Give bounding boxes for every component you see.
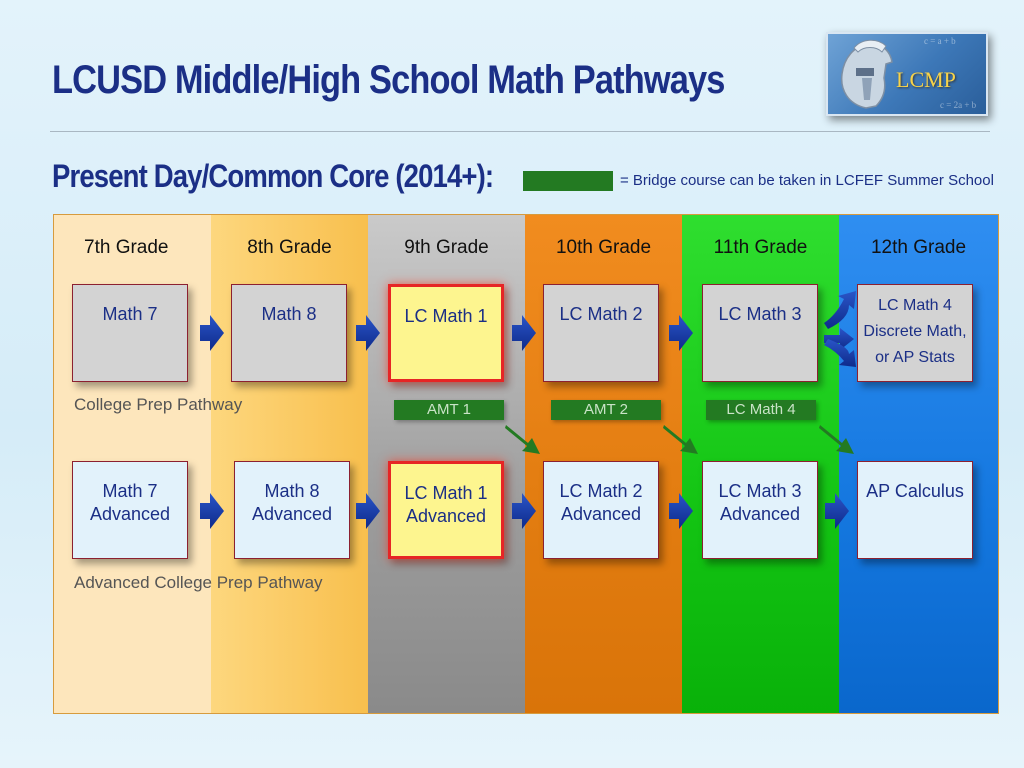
advanced-pathway-label: Advanced College Prep Pathway	[74, 573, 323, 592]
bridge-legend-text: = Bridge course can be taken in LCFEF Summer School	[620, 172, 994, 189]
grade-header: 12th Grade	[870, 237, 967, 258]
logo-text: LCMP	[896, 67, 956, 92]
course-math-8: Math 8	[231, 284, 347, 382]
bridge-arrow-icon	[663, 425, 698, 454]
grade-header: 10th Grade	[555, 237, 652, 258]
college-prep-pathway-label: College Prep Pathway	[74, 395, 243, 414]
course-lc-math-2-advanced: LC Math 2 Advanced	[543, 461, 659, 559]
pathway-arrows	[54, 215, 998, 713]
arrow-right-icon	[200, 493, 224, 529]
arrow-right-icon	[356, 493, 380, 529]
spartan-helmet-icon	[834, 38, 898, 112]
arrow-right-icon	[669, 493, 693, 529]
course-lc-math-3: LC Math 3	[702, 284, 818, 382]
section-subtitle: Present Day/Common Core (2014+):	[52, 158, 494, 194]
bridge-legend-swatch	[523, 171, 613, 191]
grade-header: 11th Grade	[713, 237, 808, 258]
bridge-amt-1: AMT 1	[394, 400, 504, 420]
lcmp-logo	[826, 32, 988, 116]
arrow-right-icon	[512, 315, 536, 351]
bridge-amt-2: AMT 2	[551, 400, 661, 420]
title-divider	[50, 131, 990, 132]
arrow-right-icon	[356, 315, 380, 351]
logo-formula-top: c = a + b	[924, 36, 956, 46]
course-lc-math-1-advanced: LC Math 1 Advanced	[388, 461, 504, 559]
course-lc-math-1: LC Math 1	[388, 284, 504, 382]
course-lc-math-3-advanced: LC Math 3 Advanced	[702, 461, 818, 559]
course-lc-math-2: LC Math 2	[543, 284, 659, 382]
grade-header: 7th Grade	[84, 237, 169, 258]
course-ap-calculus: AP Calculus	[857, 461, 973, 559]
grade-header: 9th Grade	[404, 237, 489, 258]
arrow-right-icon	[200, 315, 224, 351]
arrow-fan-up-icon	[824, 291, 856, 329]
logo-formula-bottom: c = 2a + b	[940, 100, 977, 110]
arrow-right-icon	[669, 315, 693, 351]
course-math-8-advanced: Math 8 Advanced	[234, 461, 350, 559]
bridge-arrow-icon	[819, 425, 854, 454]
grade-header: 8th Grade	[247, 237, 332, 258]
course-lc-math-4-options: LC Math 4 Discrete Math, or AP Stats	[857, 284, 973, 382]
course-math-7-advanced: Math 7 Advanced	[72, 461, 188, 559]
bridge-lc-math-4: LC Math 4	[706, 400, 816, 420]
pathway-diagram	[53, 214, 999, 714]
bridge-arrow-icon	[505, 425, 540, 454]
course-math-7: Math 7	[72, 284, 188, 382]
page-title: LCUSD Middle/High School Math Pathways	[52, 58, 725, 102]
arrow-right-icon	[825, 493, 849, 529]
arrow-right-icon	[512, 493, 536, 529]
